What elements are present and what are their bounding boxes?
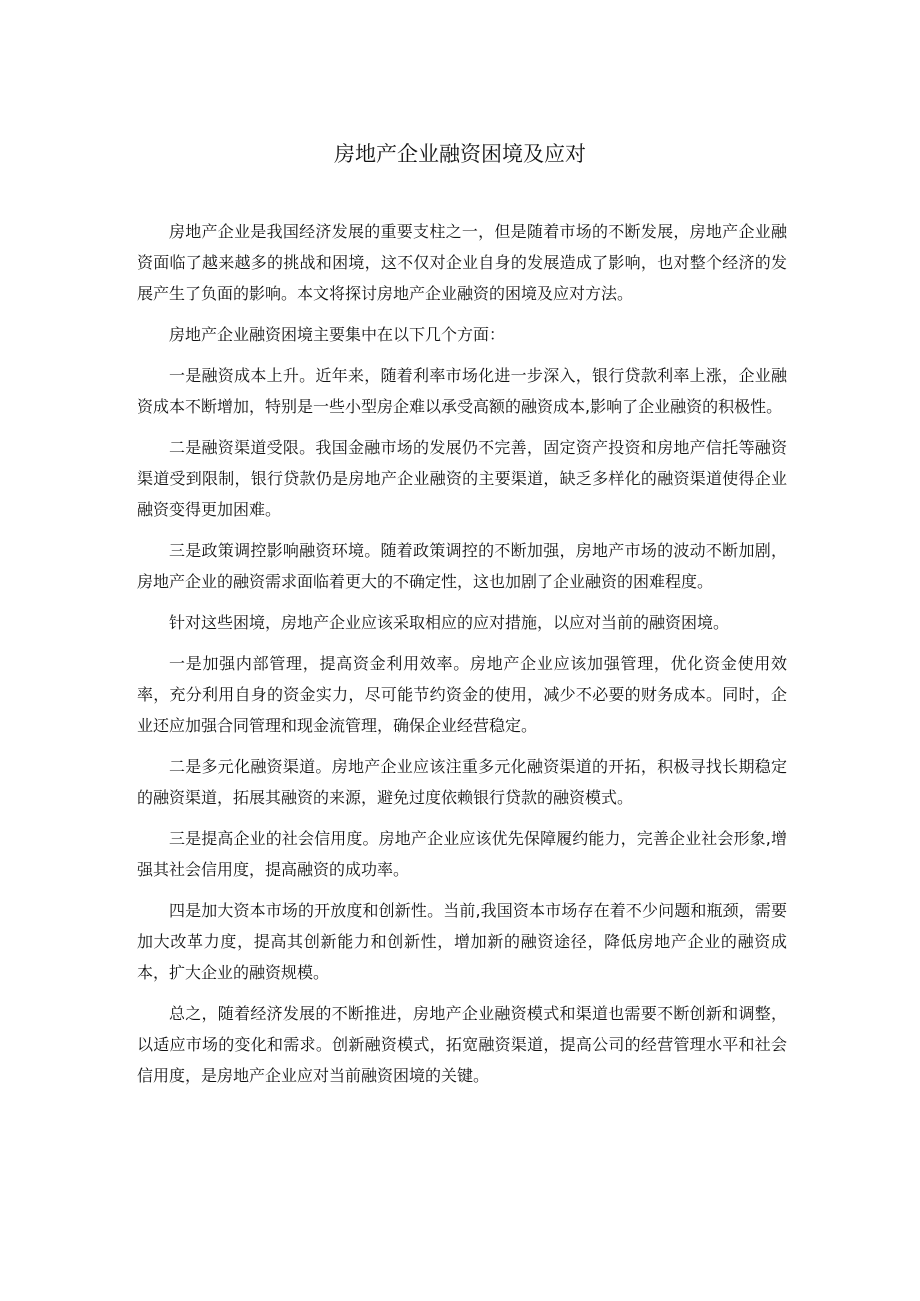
document-title: 房地产企业融资困境及应对 [334,142,586,166]
paragraph-difficulty-channels: 二是融资渠道受限。我国金融市场的发展仍不完善，固定资产投资和房地产信托等融资渠道受到限制，银行贷款仍是房地产企业融资的主要渠道，缺乏多样化的融资渠道使得企业融资变得更加困难。 [137,438,787,519]
paragraph-measure-diversify: 二是多元化融资渠道。房地产企业应该注重多元化融资渠道的开拓，积极寻找长期稳定的融资渠道，拓展其融资的来源，避免过度依赖银行贷款的融资模式。 [137,757,787,807]
paragraph-difficulty-policy: 三是政策调控影响融资环境。随着政策调控的不断加强，房地产市场的波动不断加剧，房地产企业的融资需求面临着更大的不确定性，这也加剧了企业融资的困难程度。 [137,541,787,591]
document-body [137,216,787,1101]
paragraph-measures-lead: 针对这些困境，房地产企业应该采取相应的应对措施，以应对当前的融资困境。 [169,613,730,632]
paragraph-difficulties-lead: 房地产企业融资困境主要集中在以下几个方面： [169,325,506,344]
paragraph-intro: 房地产企业是我国经济发展的重要支柱之一，但是随着市场的不断发展，房地产企业融资面临了越来越多的挑战和困境，这不仅对企业自身的发展造成了影响，也对整个经济的发展产生了负面的影响。本文将探讨房地产企业融资的困境及应对方法。 [137,222,787,303]
paragraph-conclusion: 总之，随着经济发展的不断推进，房地产企业融资模式和渠道也需要不断创新和调整，以适应市场的变化和需求。创新融资模式，拓宽融资渠道，提高公司的经营管理水平和社会信用度，是房地产企业应对当前融资困境的关键。 [137,1004,787,1085]
paragraph-measure-credit: 三是提高企业的社会信用度。房地产企业应该优先保障履约能力，完善企业社会形象,增强其社会信用度，提高融资的成功率。 [137,829,787,879]
paragraph-difficulty-cost: 一是融资成本上升。近年来，随着利率市场化进一步深入，银行贷款利率上涨，企业融资成本不断增加，特别是一些小型房企难以承受高额的融资成本,影响了企业融资的积极性。 [137,366,787,416]
paragraph-measure-management: 一是加强内部管理，提高资金利用效率。房地产企业应该加强管理，优化资金使用效率，充分利用自身的资金实力，尽可能节约资金的使用，减少不必要的财务成本。同时，企业还应加强合同管理和现金流管理，确保企业经营稳定。 [137,654,787,735]
paragraph-measure-capital-market: 四是加大资本市场的开放度和创新性。当前,我国资本市场存在着不少问题和瓶颈，需要加大改革力度，提高其创新能力和创新性，增加新的融资途径，降低房地产企业的融资成本，扩大企业的融资规模。 [137,901,787,982]
